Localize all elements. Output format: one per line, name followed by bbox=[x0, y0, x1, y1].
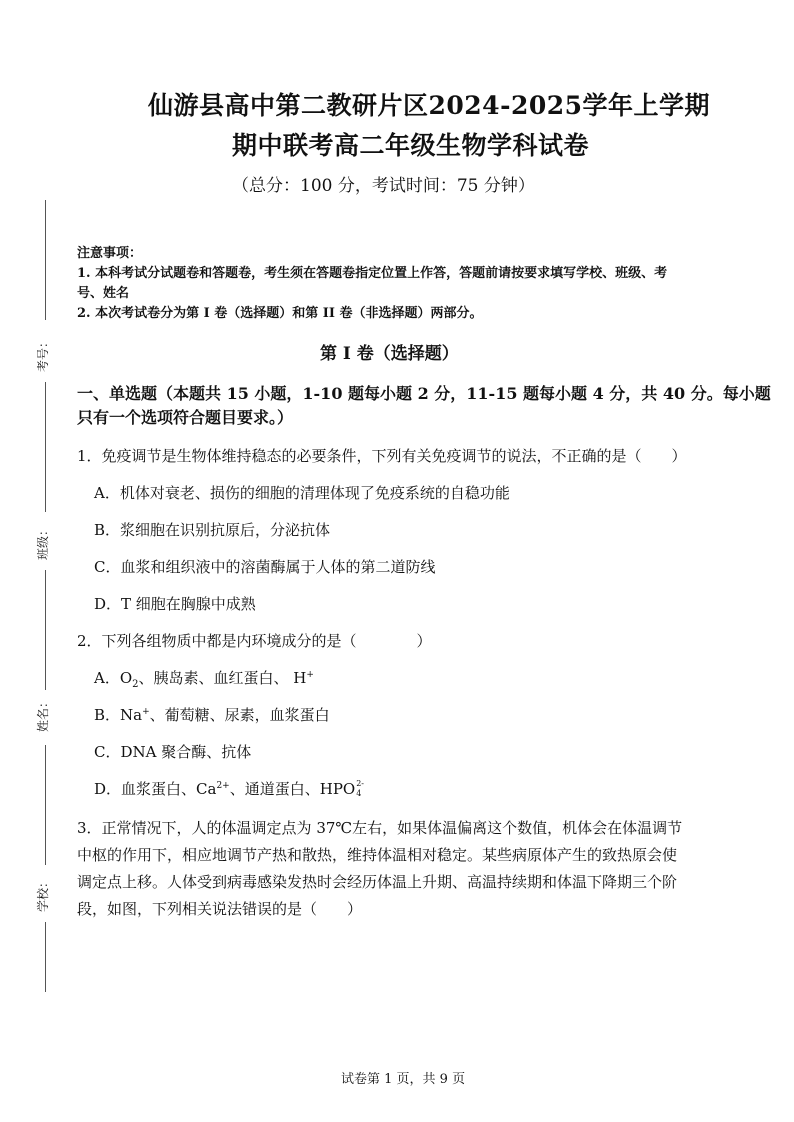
binding-line-1 bbox=[45, 200, 46, 320]
option-d-superscript: 2+ bbox=[216, 781, 230, 791]
notes-item-2: 2. 本次考试卷分为第 I 卷（选择题）和第 II 卷（非选择题）两部分。 bbox=[77, 306, 483, 321]
binding-line-4 bbox=[45, 745, 46, 865]
option-a-subscript: 2 bbox=[132, 679, 139, 690]
question-1-option-b: B．浆细胞在识别抗原后，分泌抗体 bbox=[94, 521, 331, 539]
ion-charge-bottom: 4 bbox=[356, 789, 362, 798]
notes-heading: 注意事项： bbox=[77, 246, 143, 261]
page-footer: 试卷第 1 页，共 9 页 bbox=[341, 1072, 466, 1087]
question-2-option-c: C．DNA 聚合酶、抗体 bbox=[94, 743, 252, 761]
option-d-ion-charge bbox=[355, 779, 365, 798]
title-line-1: 仙游县高中第二教研片区2024-2025学年上学期 bbox=[148, 91, 711, 120]
binding-line-2 bbox=[45, 382, 46, 512]
class-label: 班级： bbox=[36, 523, 50, 560]
question-1-option-d: D．T 细胞在胸腺中成熟 bbox=[94, 595, 256, 613]
option-a-rest: 、胰岛素、血红蛋白、 H bbox=[138, 669, 307, 687]
question-3-line-1: 3．正常情况下，人的体温调定点为 37℃左右，如果体温偏离这个数值，机体会在体温调节 bbox=[77, 819, 683, 837]
ion-charge-top: 2- bbox=[356, 779, 365, 788]
binding-line-5 bbox=[45, 922, 46, 992]
question-2-option-b bbox=[94, 704, 330, 725]
question-2-option-d bbox=[94, 778, 363, 799]
binding-line-3 bbox=[45, 570, 46, 690]
question-3-line-4: 段，如图，下列相关说法错误的是（ ） bbox=[77, 900, 363, 918]
question-1-option-c: C．血浆和组织液中的溶菌酶属于人体的第二道防线 bbox=[94, 558, 436, 576]
question-3-line-3: 调定点上移。人体受到病毒感染发热时会经历体温上升期、高温持续期和体温下降期三个阶 bbox=[77, 873, 678, 891]
option-b-superscript: + bbox=[142, 707, 150, 717]
question-1-option-a: A．机体对衰老、损伤的细胞的清理体现了免疫系统的自稳功能 bbox=[94, 484, 510, 502]
part-title: 第 I 卷（选择题） bbox=[320, 344, 459, 364]
option-b-prefix: B．Na bbox=[94, 706, 143, 724]
option-a-prefix: A．O bbox=[94, 669, 133, 687]
option-d-prefix: D．血浆蛋白、Ca bbox=[94, 780, 217, 798]
section-heading-line-2: 只有一个选项符合题目要求。） bbox=[77, 408, 294, 427]
notes-item-1-line-2: 号、姓名 bbox=[77, 286, 130, 301]
exam-number-label: 考号： bbox=[36, 335, 50, 372]
question-2-option-a bbox=[94, 667, 314, 688]
section-heading-line-1: 一、单选题（本题共 15 小题，1-10 题每小题 2 分，11-15 题每小题 4 分，共 40 分。每小题 bbox=[77, 384, 771, 403]
question-2-stem: 2．下列各组物质中都是内环境成分的是（ ） bbox=[77, 632, 432, 650]
option-d-mid: 、通道蛋白、HPO bbox=[229, 780, 356, 798]
notes-item-1-line-1: 1. 本科考试分试题卷和答题卷，考生须在答题卷指定位置上作答，答题前请按要求填写学校、班级、考 bbox=[77, 266, 668, 281]
name-label: 姓名： bbox=[36, 695, 50, 732]
question-1-stem: 1．免疫调节是生物体维持稳态的必要条件，下列有关免疫调节的说法，不正确的是（ ） bbox=[77, 447, 687, 465]
question-3-line-2: 中枢的作用下，相应地调节产热和散热，维持体温相对稳定。某些病原体产生的致热原会使 bbox=[77, 846, 678, 864]
option-a-superscript: + bbox=[306, 670, 314, 680]
exam-info: （总分：100 分，考试时间：75 分钟） bbox=[232, 176, 535, 196]
option-b-rest: 、葡萄糖、尿素，血浆蛋白 bbox=[149, 706, 330, 724]
school-label: 学校： bbox=[36, 875, 50, 912]
title-line-2: 期中联考高二年级生物学科试卷 bbox=[232, 131, 590, 160]
